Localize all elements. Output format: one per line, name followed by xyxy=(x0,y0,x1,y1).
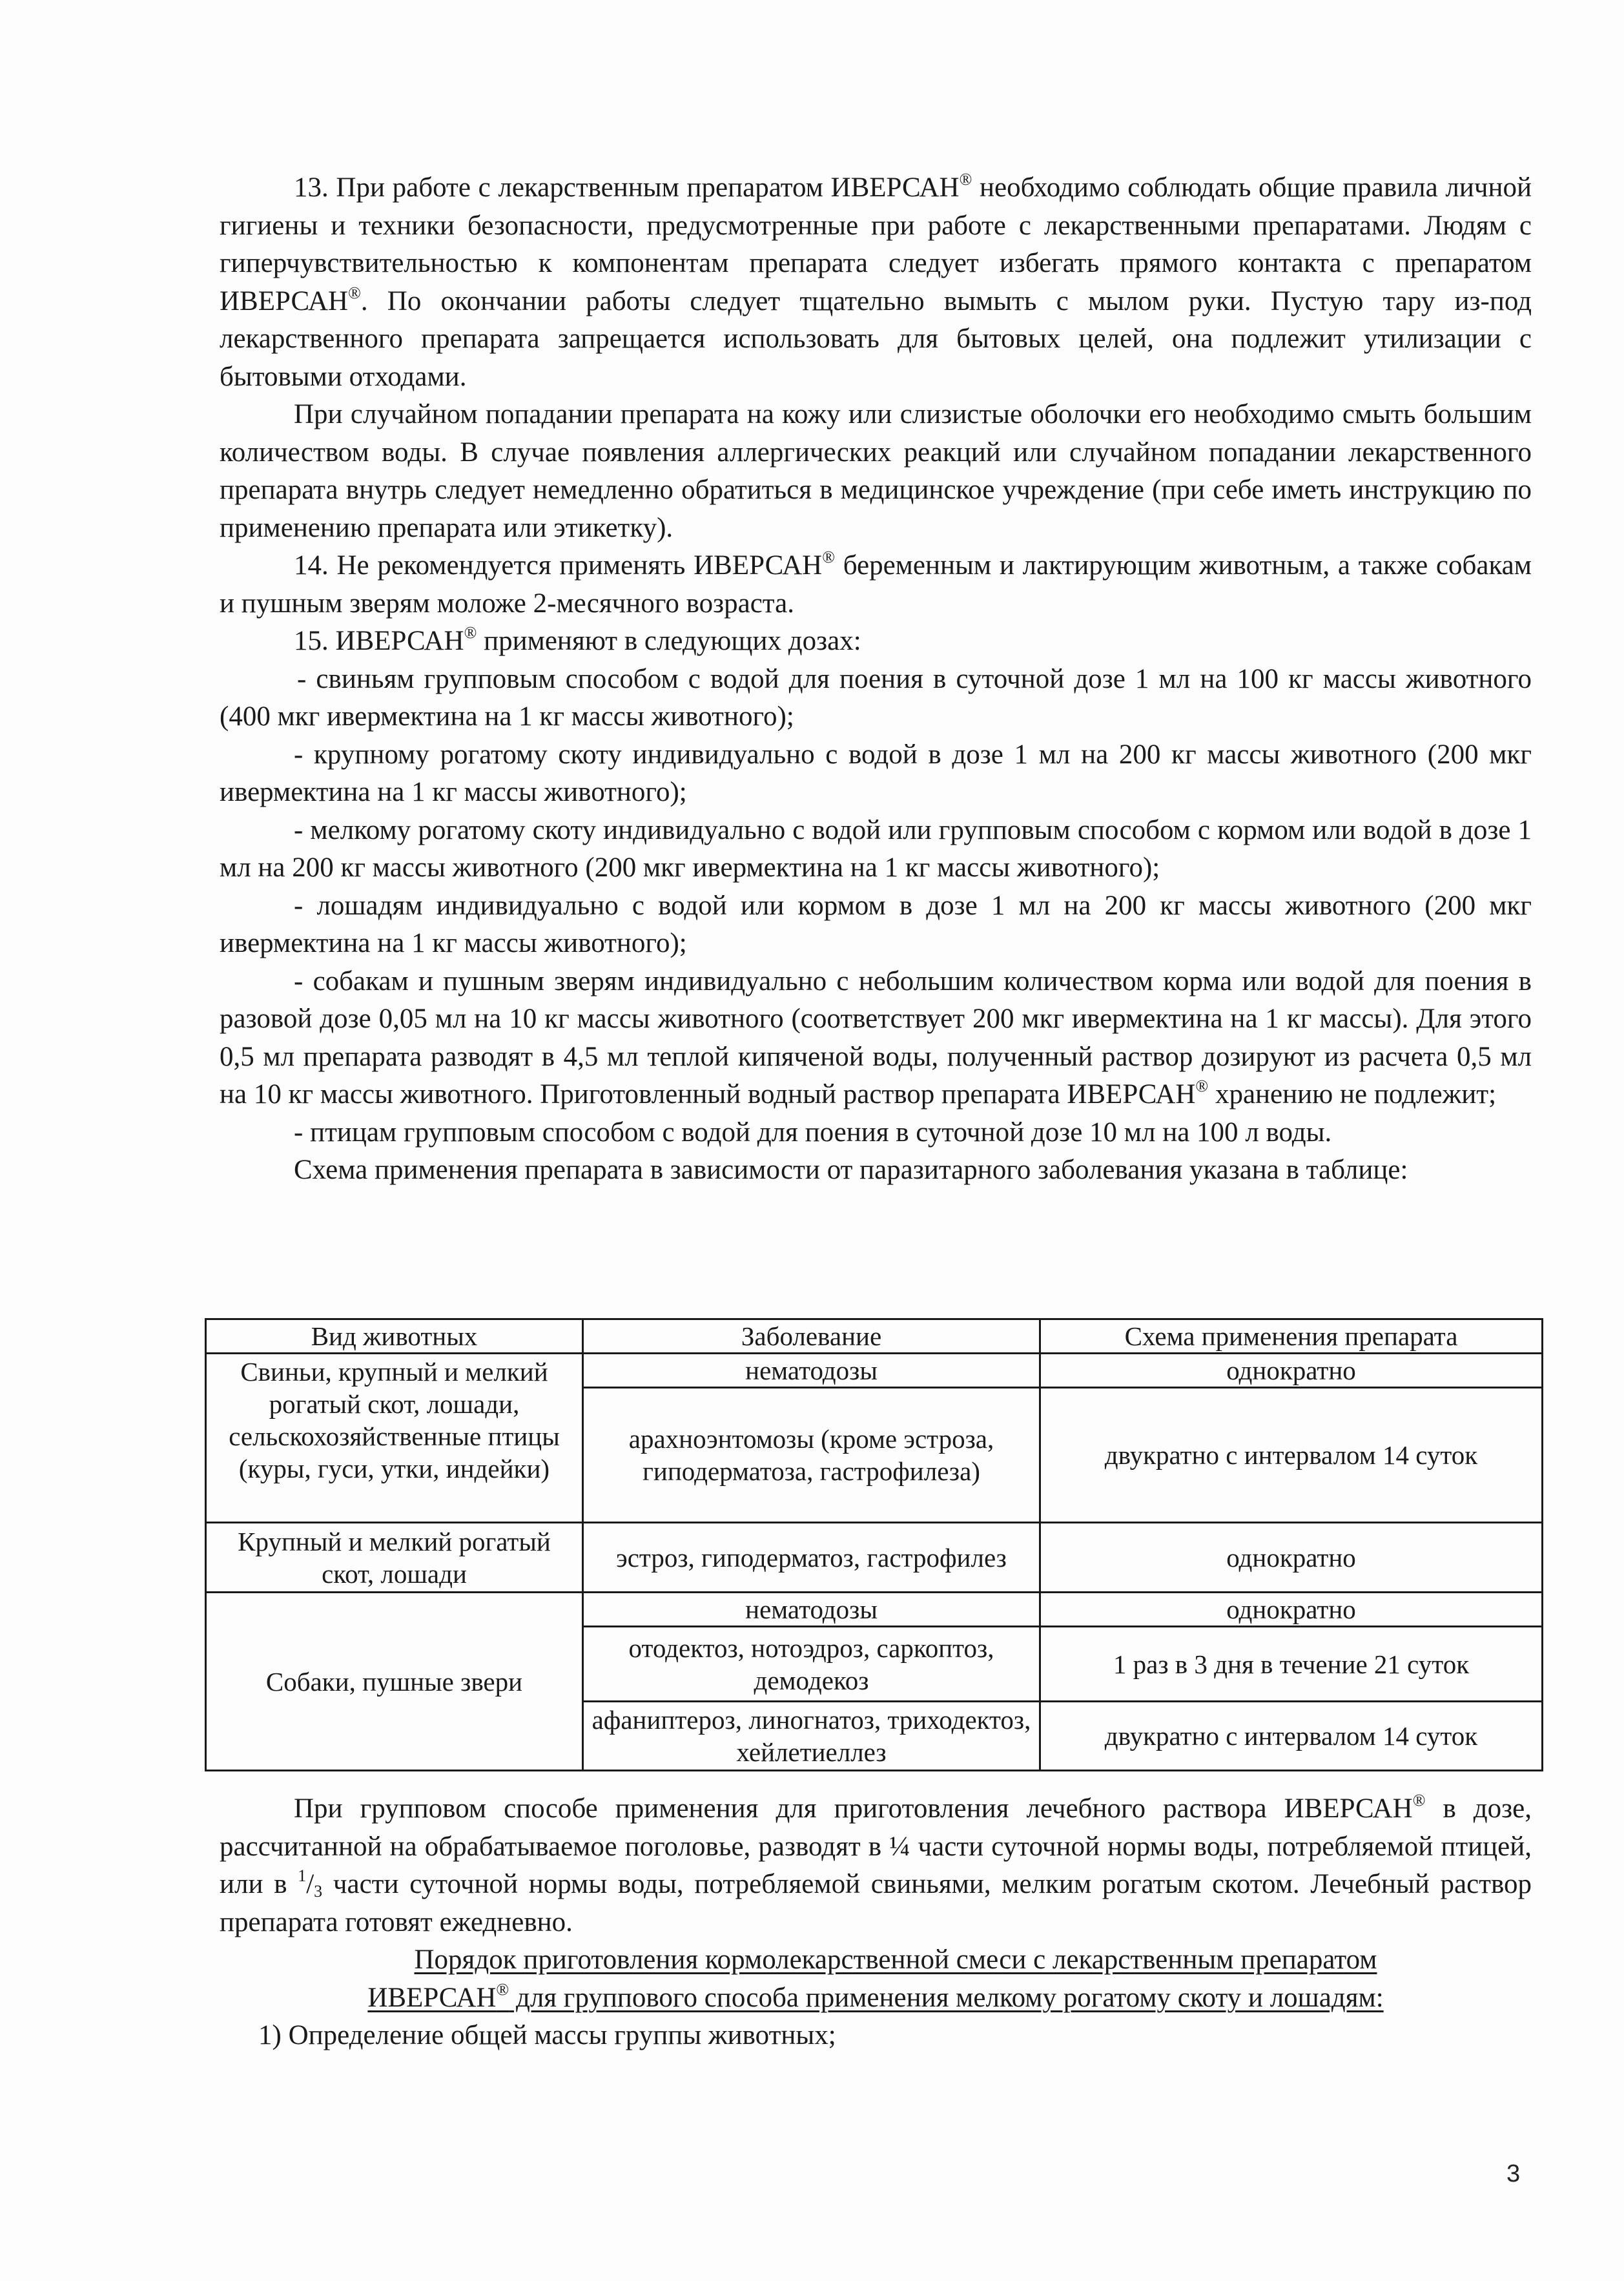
treatment-scheme-table xyxy=(205,1318,1543,1771)
text-fragment: 13. При работе с лекарственным препаратом xyxy=(294,172,831,203)
text-fragment: части суточной нормы воды, потребляемой птицей, или в xyxy=(220,1831,1532,1899)
brand-name: ИВЕРСАН xyxy=(367,1982,497,2013)
cell-animals: Собаки, пушные звери xyxy=(206,1593,583,1771)
paragraph-13 xyxy=(220,169,1532,396)
table-intro: Схема применения препарата в зависимости от паразитарного заболевания указана в таблице: xyxy=(294,1155,1408,1185)
text-fragment: необходимо соблюдать общие правила личной гигиены и техники безопасности, предусмотренные при работе с лекарственными препаратами. Людям с гиперчувствительностью к компонентам препарата следует избегать прямого контакта с препаратом xyxy=(220,172,1532,278)
cell-scheme: однократно xyxy=(1040,1354,1543,1388)
page-number: 3 xyxy=(1506,2160,1521,2187)
text-fragment: - собакам и пушным зверям индивидуально с небольшим количеством корма или водой для поения в разовой дозе 0,05 мл на 10 кг массы животного (соответствует 200 мкг ивермектина на 1 кг массы). Для этого 0,5 мл препарата разводят в 4,5 мл теплой кипяченой воды, полученный раствор дозируют из расчета 0,5 мл на 10 кг массы животного. Приготовленный водный раствор препарата xyxy=(220,965,1532,1110)
cell-disease: эстроз, гиподерматоз, гастрофилез xyxy=(583,1523,1040,1593)
cell-scheme: двукратно с интервалом 14 суток xyxy=(1040,1702,1543,1771)
cell-animals: Свиньи, крупный и мелкий рогатый скот, лошади, сельскохозяйственные птицы (куры, гуси, утки, индейки) xyxy=(206,1354,583,1523)
fraction-denominator: 3 xyxy=(314,1882,323,1901)
heading-text: Порядок приготовления кормолекарственной смеси с лекарственным препаратом xyxy=(414,1945,1377,1975)
cell-scheme: двукратно с интервалом 14 суток xyxy=(1040,1388,1543,1523)
procedure-heading-line-1 xyxy=(220,1941,1532,1979)
text-fragment: применяют в следующих дозах: xyxy=(477,626,861,656)
brand-name: ИВЕРСАН xyxy=(1067,1079,1196,1110)
registered-mark: ® xyxy=(1195,1077,1209,1095)
text-fragment: . По окончании работы следует тщательно вымыть с мылом руки. Пустую тару из-под лекарственного препарата запрещается использовать для бытовых целей, она подлежит утилизации с бытовыми отходами. xyxy=(220,285,1532,392)
table-header-row xyxy=(206,1319,1543,1354)
cell-animals: Крупный и мелкий рогатый скот, лошади xyxy=(206,1523,583,1593)
cell-disease: арахноэнтомозы (кроме эстроза, гиподерматоза, гастрофилеза) xyxy=(583,1388,1040,1523)
dose-item-dogs xyxy=(220,963,1532,1114)
registered-mark: ® xyxy=(348,283,361,302)
cell-disease: нематодозы xyxy=(583,1354,1040,1388)
cell-disease: отодектоз, нотоэдроз, саркоптоз, демодекоз xyxy=(583,1627,1040,1702)
text-fragment: в дозе, рассчитанной на обрабатываемое поголовье, разводят в xyxy=(220,1793,1532,1862)
text-fragment: части суточной нормы воды, потребляемой свиньями, мелким рогатым скотом. Лечебный раствор препарата готовят ежедневно. xyxy=(220,1869,1532,1937)
procedure-heading-line-2 xyxy=(220,1979,1532,2018)
text-fragment: 14. Не рекомендуется применять xyxy=(294,550,694,581)
registered-mark: ® xyxy=(496,1979,509,1999)
table-row xyxy=(206,1354,1543,1388)
procedure-step-1: 1) Определение общей массы группы животных; xyxy=(258,2020,836,2050)
fraction-slash: / xyxy=(306,1869,314,1899)
brand-name: ИВЕРСАН xyxy=(694,550,823,581)
header-disease: Заболевание xyxy=(583,1319,1040,1354)
brand-name: ИВЕРСАН xyxy=(830,172,960,203)
body-text-lower xyxy=(220,1790,1532,1941)
fraction-numerator: 1 xyxy=(298,1866,307,1885)
cell-scheme: однократно xyxy=(1040,1523,1543,1593)
text-fragment: беременным и лактирующим животным, а также собакам и пушным зверям моложе 2-месячного возраста. xyxy=(220,550,1532,619)
header-animal-type: Вид животных xyxy=(206,1319,583,1354)
fraction-quarter: ¼ xyxy=(889,1831,910,1862)
registered-mark: ® xyxy=(1412,1791,1426,1810)
text-fragment: для группового способа применения мелкому рогатому скоту и лошадям: xyxy=(509,1982,1384,2013)
paragraph-group-method xyxy=(220,1790,1532,1941)
paragraph-13-contact: При случайном попадании препарата на кожу или слизистые оболочки его необходимо смыть большим количеством воды. В случае появления аллергических реакций или случайном попадании лекарственного препарата внутрь следует немедленно обратиться в медицинское учреждение (при себе иметь инструкцию по применению препарата или этикетку). xyxy=(220,399,1532,543)
registered-mark: ® xyxy=(464,623,477,642)
dose-item-horses: - лошадям индивидуально с водой или кормом в дозе 1 мл на 200 кг массы животного (200 мкг ивермектина на 1 кг массы животного); xyxy=(220,890,1532,958)
procedure-steps xyxy=(258,2017,1532,2055)
dose-item-small-ruminants: - мелкому рогатому скоту индивидуально с водой или групповым способом с кормом или водой в дозе 1 мл на 200 кг массы животного (200 мкг ивермектина на 1 кг массы животного); xyxy=(220,814,1532,883)
cell-scheme: однократно xyxy=(1040,1593,1543,1627)
dose-item-birds: - птицам групповым способом с водой для поения в суточной дозе 10 мл на 100 л воды. xyxy=(294,1117,1332,1148)
heading-text xyxy=(367,1979,1384,2013)
table-row xyxy=(206,1523,1543,1593)
body-text-upper xyxy=(220,169,1532,1190)
paragraph-14 xyxy=(220,547,1532,623)
registered-mark: ® xyxy=(822,548,835,566)
dose-item-cattle: - крупному рогатому скоту индивидуально с водой в дозе 1 мл на 200 кг массы животного (200 мкг ивермектина на 1 кг массы животного); xyxy=(220,739,1532,807)
brand-name: ИВЕРСАН xyxy=(220,285,349,316)
registered-mark: ® xyxy=(959,170,972,189)
text-fragment: 15. xyxy=(294,626,336,656)
table-row xyxy=(206,1593,1543,1627)
brand-name: ИВЕРСАН xyxy=(1284,1793,1413,1824)
text-fragment: хранению не подлежит; xyxy=(1208,1079,1497,1110)
text-fragment: При групповом способе применения для приготовления лечебного раствора xyxy=(294,1793,1284,1824)
header-scheme: Схема применения препарата xyxy=(1040,1319,1543,1354)
procedure-heading xyxy=(220,1941,1532,2017)
brand-name: ИВЕРСАН xyxy=(335,626,464,656)
paragraph-15-intro xyxy=(220,623,1532,661)
cell-disease: афаниптероз, линогнатоз, триходектоз, хейлетиеллез xyxy=(583,1702,1040,1771)
cell-disease: нематодозы xyxy=(583,1593,1040,1627)
cell-scheme: 1 раз в 3 дня в течение 21 суток xyxy=(1040,1627,1543,1702)
dose-item-pigs: - свиньям групповым способом с водой для поения в суточной дозе 1 мл на 100 кг массы животного (400 мкг ивермектина на 1 кг массы животного); xyxy=(220,663,1532,732)
